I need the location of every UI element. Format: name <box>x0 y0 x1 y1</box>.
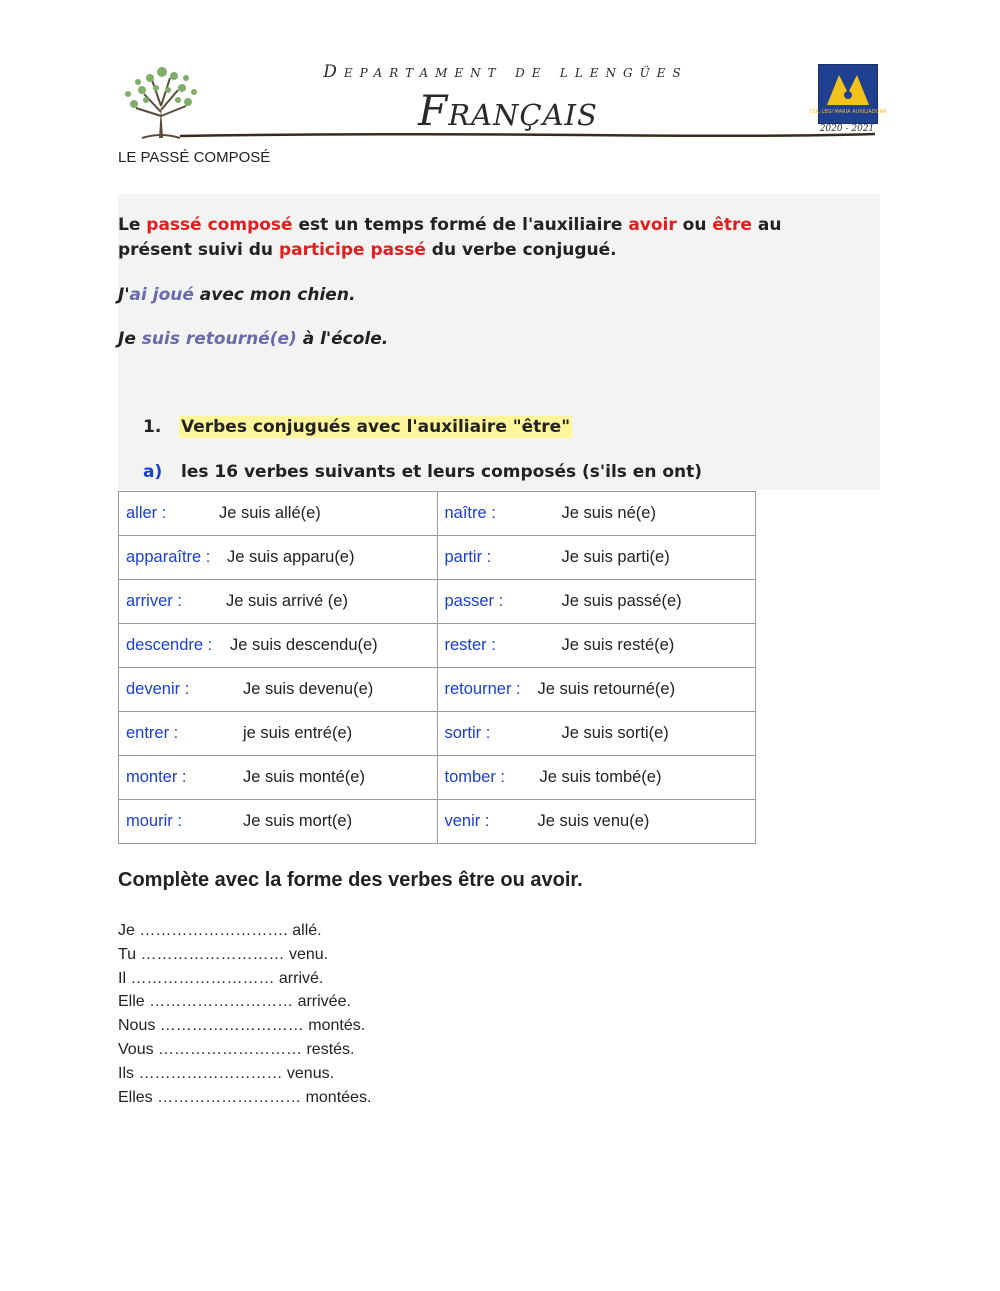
table-row <box>119 756 756 800</box>
verb-form: Je suis sorti(e) <box>561 724 669 742</box>
exercise-line[interactable]: Tu ……………………… venu. <box>118 945 329 963</box>
verb-form: Je suis mort(e) <box>243 812 353 830</box>
table-cell <box>437 668 756 712</box>
table-row <box>119 492 756 536</box>
school-logo-icon <box>809 64 887 124</box>
table-row <box>119 668 756 712</box>
verb-name: apparaître : <box>126 548 211 566</box>
table-cell <box>437 756 756 800</box>
table-cell <box>437 800 756 844</box>
verb-form: Je suis né(e) <box>561 504 656 522</box>
verb-name: entrer : <box>126 724 179 742</box>
verb-name: aller : <box>126 504 167 522</box>
verb-form: Je suis descendu(e) <box>230 636 378 654</box>
table-cell <box>119 668 438 712</box>
document-title: LE PASSÉ COMPOSÉ <box>118 149 271 166</box>
table-cell <box>119 624 438 668</box>
section-heading: 1. Verbes conjugués avec l'auxiliaire "être" <box>143 417 571 437</box>
verb-name: venir : <box>444 812 490 830</box>
department-title: Departament de llengües <box>323 62 688 82</box>
exercise-title: Complète avec la forme des verbes être ou avoir. <box>118 869 583 891</box>
exercise-line[interactable]: Ils ……………………… venus. <box>118 1064 335 1082</box>
table-cell <box>119 756 438 800</box>
table-cell <box>119 800 438 844</box>
tree-logo-icon <box>122 60 200 140</box>
verb-form: Je suis devenu(e) <box>243 680 374 698</box>
exercise-line[interactable]: Nous ……………………… montés. <box>118 1017 366 1035</box>
table-cell <box>119 536 438 580</box>
verb-name: partir : <box>444 548 492 566</box>
exercise-line[interactable]: Elle ……………………… arrivée. <box>118 993 351 1011</box>
table-row <box>119 800 756 844</box>
verb-name: arriver : <box>126 592 182 610</box>
verb-form: Je suis venu(e) <box>537 812 650 830</box>
verb-form: Je suis arrivé (e) <box>226 592 348 610</box>
verb-form: Je suis tombé(e) <box>539 768 662 786</box>
table-cell <box>437 712 756 756</box>
verb-form: Je suis apparu(e) <box>227 548 355 566</box>
verb-name: devenir : <box>126 680 190 698</box>
subject-title: Français <box>418 86 598 135</box>
table-cell <box>119 492 438 536</box>
table-cell <box>437 492 756 536</box>
table-cell <box>119 580 438 624</box>
school-year: 2020 - 2021 <box>819 124 875 134</box>
verb-name: mourir : <box>126 812 182 830</box>
example-sentence: Je suis retourné(e) à l'école. <box>118 329 389 349</box>
verb-name: tomber : <box>444 768 506 786</box>
table-row <box>119 536 756 580</box>
table-row <box>119 580 756 624</box>
exercise-line[interactable]: Il ……………………… arrivé. <box>118 969 324 987</box>
verb-name: sortir : <box>444 724 491 742</box>
exercise-lines <box>118 919 371 1109</box>
verb-name: monter : <box>126 768 187 786</box>
verb-form: Je suis allé(e) <box>219 504 321 522</box>
verb-form: je suis entré(e) <box>243 724 353 742</box>
verb-name: naître : <box>444 504 496 522</box>
svg-text:COL·LEGI MARIA AUXILIADORA: COL·LEGI MARIA AUXILIADORA <box>809 109 887 115</box>
table-cell <box>437 624 756 668</box>
verb-name: descendre : <box>126 636 213 654</box>
verb-name: passer : <box>444 592 504 610</box>
verb-name: rester : <box>444 636 496 654</box>
subsection-heading: a) les 16 verbes suivants et leurs composés (s'ils en ont) <box>143 462 703 482</box>
table-cell <box>437 580 756 624</box>
table-row <box>119 712 756 756</box>
exercise-line[interactable]: Vous ……………………… restés. <box>118 1040 355 1058</box>
verb-table <box>118 491 756 844</box>
exercise-line[interactable]: Je ………………………. allé. <box>118 922 322 939</box>
verb-form: Je suis resté(e) <box>561 636 675 654</box>
definition-text: Le passé composé est un temps formé de l'auxiliaire avoir ou être au présent suivi du participe passé du verbe conjugué. <box>118 215 782 260</box>
page-header <box>118 58 887 144</box>
verb-form: Je suis parti(e) <box>561 548 670 566</box>
table-row <box>119 624 756 668</box>
table-cell <box>437 536 756 580</box>
verb-form: Je suis monté(e) <box>243 768 365 786</box>
verb-form: Je suis passé(e) <box>561 592 682 610</box>
table-cell <box>119 712 438 756</box>
verb-name: retourner : <box>444 680 521 698</box>
exercise-line[interactable]: Elles ……………………… montées. <box>118 1088 372 1106</box>
verb-form: Je suis retourné(e) <box>537 680 676 698</box>
example-sentence: J'ai joué avec mon chien. <box>118 285 356 305</box>
header-rule <box>180 132 875 138</box>
